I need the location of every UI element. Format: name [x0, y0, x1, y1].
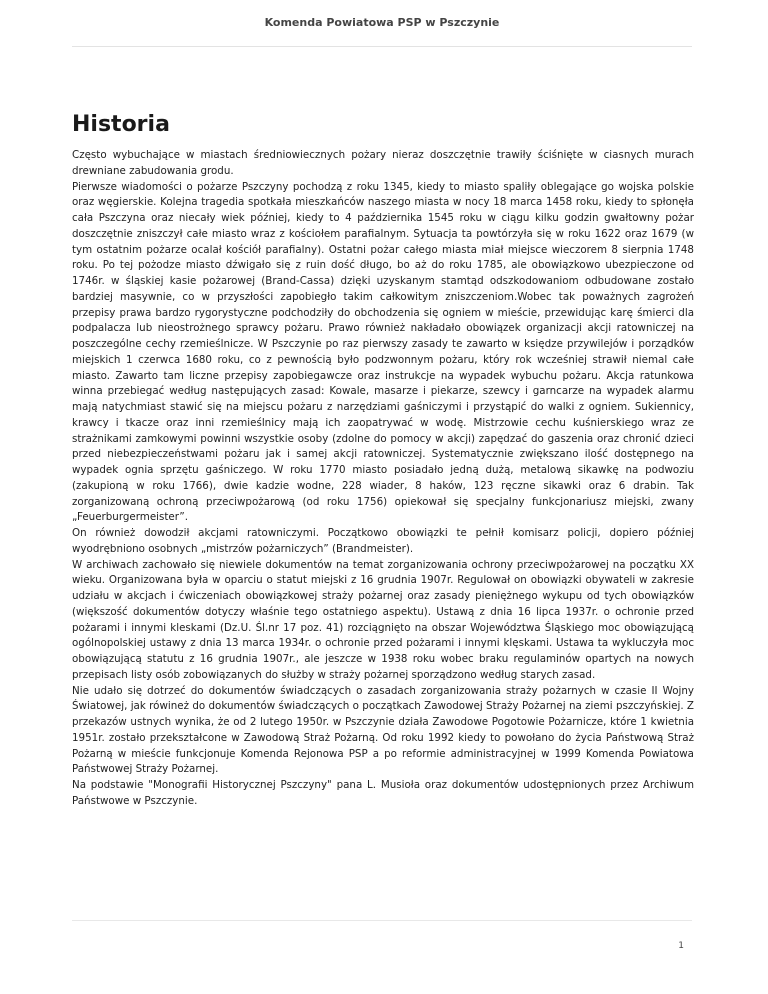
paragraph-fire-master: On również dowodził akcjami ratowniczymi. Początkowo obowiązki te pełnił komisarz policji, dopiero później wyodrębniono osobnych „mistrzów pożarniczych” (Brandmeister). [72, 527, 694, 555]
paragraph-post-war: Nie udało się dotrzeć do dokumentów świadczących o zasadach zorganizowania straży pożarnych w czasie II Wojny Światowej, jak rówineż do dokumentów świadczących o początkach Zawodowej Straży Pożarnej na ziemi pszczyńskiej. Z przekazów ustnych wynika, że od 2 lutego 1950r. w Pszczynie działa Zawodowe Pogotowie Pożarnicze, które 1 kwietnia 1951r. zostało przekształcone w Zawodową Straż Pożarną. Od roku 1992 kiedy to powołano do życia Państwową Straż Pożarną w mieście funkcjonuje Komenda Rejonowa PSP a po reformie administracyjnej w 1999 Komenda Powiatowa Państwowej Straży Pożarnej. [72, 684, 694, 776]
page-footer [72, 920, 692, 951]
article [72, 112, 694, 810]
page-number: 1 [678, 941, 684, 951]
page-header [72, 0, 692, 47]
paragraph-sources: Na podstawie "Monografii Historycznej Pszczyny" pana L. Musioła oraz dokumentów udostępnionych przez Archiwum Państwowe w Pszczynie. [72, 779, 694, 807]
paragraph-20th-century: W archiwach zachowało się niewiele dokumentów na temat zorganizowania ochrony przeciwpożarowej na początku XX wieku. Organizowana była w oparciu o statut miejski z 16 grudnia 1907r. Regulował on obowiązki obywateli w zakresie udziału w akcjach i ćwiczeniach obowiązkowej straży pożarnej oraz zasady pieniężnego wykupu od tych obowiązków (większość dokumentów dotyczy właśnie tego ostatniego aspektu). Ustawą z dnia 16 lipca 1937r. o ochronie przed pożarami i innymi kleskami (Dz.U. Śl.nr 17 poz. 41) rozciągnięto na obszar Województwa Śląskiego moc obowiązującą ogólnopolskiej ustawy z dnia 13 marca 1934r. o ochronie przed pożarami i innymi klęskami. Ustawa ta wykluczyła moc obowiązującą statutu z 16 grudnia 1907r., ale jeszcze w 1938 roku wobec braku regulaminów opartych na nowych przepisach listy osób zobowiązanych do służby w straży pożarnej sporządzono według starych zasad. [72, 558, 694, 681]
article-body [72, 148, 694, 810]
header-title: Komenda Powiatowa PSP w Pszczynie [264, 16, 500, 29]
paragraph-intro: Często wybuchające w miastach średniowiecznych pożary nieraz doszczętnie trawiły ściśnięte w ciasnych murach drewniane zabudowania grodu. [72, 149, 694, 177]
page-title: Historia [72, 112, 170, 137]
paragraph-early-fires: Pierwsze wiadomości o pożarze Pszczyny pochodzą z roku 1345, kiedy to miasto spaliły oblegające go wojska polskie oraz węgierskie. Kolejna tragedia spotkała mieszkańców naszego miasta w nocy 18 marca 1458 roku, kiedy to spłonęła cała Pszczyna oraz niecały wiek później, kiedy to 4 października 1545 roku w ciągu kilku godzin gwałtowny pożar doszczętnie zniszczył całe miasto wraz z kościołem parafialnym. Sytuacja ta powtórzyła się w roku 1622 oraz 1679 (w tym ostatnim pożarze ocalał kościół parafialny). Ostatni pożar całego miasta miał miejsce wieczorem 8 sierpnia 1748 roku. Po tej pożodze miasto dźwigało się z ruin dość długo, bo aż do roku 1785, ale obowiązkowo ubezpieczone od 1746r. w śląskiej kasie pożarowej (Brand-Cassa) dzięki uzyskanym stamtąd odszkodowaniom odbudowane zostało bardziej masywnie, co w przyszłości zapobiegło takim całkowitym zniszczeniom.Wobec tak poważnych zagrożeń przepisy prawa bardzo rygorystyczne podchodziły do obchodzenia się ogniem w mieście, przewidując karę śmierci dla podpalacza lub nieostrożnego sprawcy pożaru. Prawo również nakładało obowiązek organizacji akcji ratowniczej na poszczególne cechy rzemieślnicze. W Pszczynie po raz pierwszy zasady te zawarto w księdze przywilejów i porządków miejskich 1 czerwca 1680 roku, co z pewnością było podzwonnym pożaru, który rok wcześniej strawił niemal całe miasto. Zawarto tam liczne przepisy zapobiegawcze oraz instrukcje na wypadek wybuchu pożaru. Akcja ratunkowa winna przebiegać według następujących zasad: Kowale, masarze i piekarze, szewcy i garncarze na wypadek alarmu mają natychmiast stawić się na miejscu pożaru z narzędziami gaśniczymi i przystąpić do walki z ogniem. Sukiennicy, krawcy i tkacze oraz inni rzemieślnicy mają ich zaopatrywać w wodę. Mistrzowie cechu kuśnierskiego wraz ze strażnikami zamkowymi powinni wszystkie osoby (zdolne do pomocy w akcji) zapędzać do gaszenia oraz chronić dzieci przed niebezpieczeństwami pożaru jak i samej akcji ratowniczej. Systematycznie zwiększano ilość dostępnego na wypadek ognia sprzętu gaśniczego. W roku 1770 miasto posiadało jedną dużą, metalową sikawkę na podwoziu (zakupioną w roku 1766), dwie kadzie wodne, 228 wiader, 8 haków, 123 ręczne sikawki oraz 6 drabin. Tak zorganizowaną ochroną przeciwpożarową (od roku 1756) opiekował się specjalny funkcjonariusz miejski, zwany „Feuerburgermeister”. [72, 180, 694, 524]
